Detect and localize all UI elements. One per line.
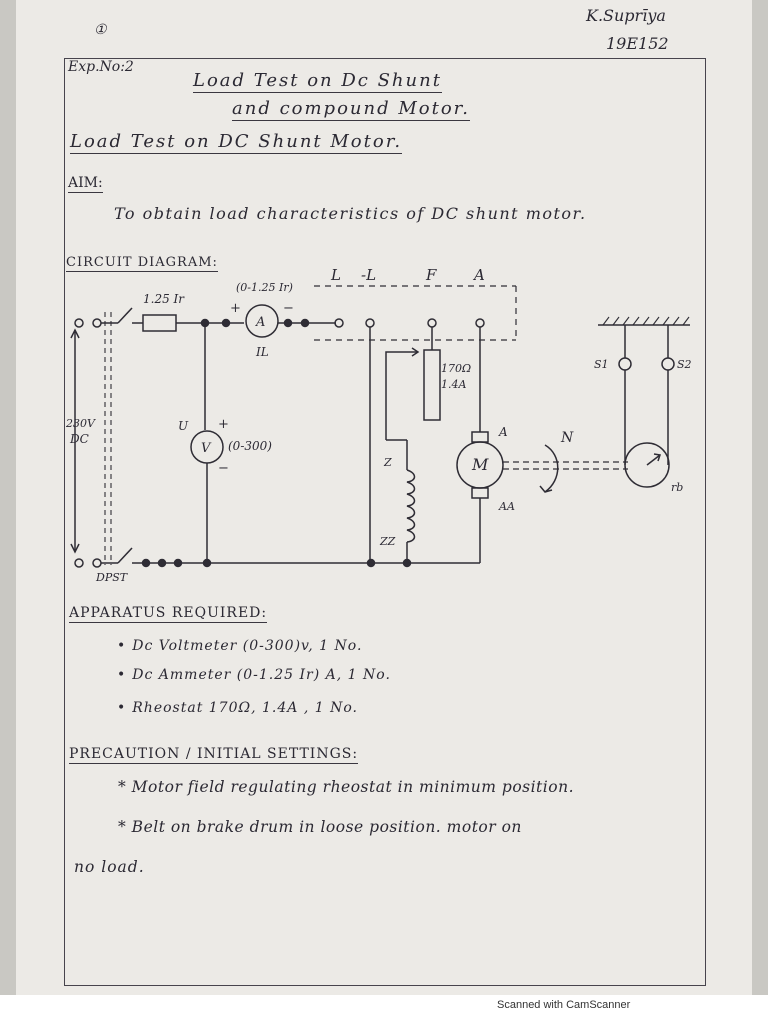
field-winding-icon	[407, 470, 415, 542]
page-number: ①	[94, 22, 107, 38]
spring-s2-label: S2	[677, 358, 692, 371]
ammeter-minus: −	[283, 301, 294, 316]
speed-label: N	[561, 430, 574, 446]
precaution-item: * Motor field regulating rheostat in minimum position.	[118, 778, 574, 796]
fuse-icon	[143, 315, 176, 331]
spring-s1-label: S1	[594, 358, 609, 371]
spring-balance-s1	[619, 358, 631, 370]
title-line-1: Load Test on Dc Shunt	[193, 70, 442, 91]
voltmeter-minus: −	[218, 461, 229, 476]
voltmeter-symbol: V	[201, 441, 211, 456]
precaution-heading: PRECAUTION / INITIAL SETTINGS:	[69, 746, 359, 762]
voltmeter-u: U	[178, 419, 189, 433]
apparatus-item: • Rheostat 170Ω, 1.4A , 1 No.	[117, 700, 358, 716]
dpst-top-blade	[118, 308, 132, 323]
title-line-2: and compound Motor.	[232, 98, 471, 119]
dpst-switch-link	[105, 312, 111, 565]
terminal-minus-l	[366, 319, 374, 327]
dpst-label: DPST	[96, 571, 128, 584]
terminal-a	[476, 319, 484, 327]
field-z-label: Z	[384, 456, 392, 469]
terminal-dash-box	[314, 286, 516, 340]
motor-symbol: M	[472, 455, 489, 474]
spring-balance-s2	[662, 358, 674, 370]
apparatus-item: • Dc Ammeter (0-1.25 Ir) A, 1 No.	[117, 667, 391, 683]
rheostat-current: 1.4A	[441, 378, 467, 391]
label-terminal-l: L	[331, 266, 341, 284]
label-terminal-a: A	[474, 266, 485, 284]
label-terminal-minus-l: -L	[361, 266, 377, 284]
rheostat-icon	[424, 350, 440, 420]
junction-dot	[223, 320, 230, 327]
precaution-continuation: no load.	[74, 858, 145, 876]
rheostat-resistance: 170Ω	[441, 362, 472, 375]
section-subtitle: Load Test on DC Shunt Motor.	[70, 131, 403, 152]
precaution-item: * Belt on brake drum in loose position. motor on	[118, 818, 522, 836]
supply-type: DC	[70, 432, 89, 446]
field-zz-label: ZZ	[380, 535, 396, 548]
rheostat-wiper	[386, 352, 418, 440]
armature-aa-label: AA	[499, 500, 515, 513]
voltmeter-range: (0-300)	[228, 439, 272, 453]
label-terminal-f: F	[426, 266, 437, 284]
scan-watermark: Scanned with CamScanner	[497, 999, 631, 1011]
armature-a-label: A	[499, 425, 508, 439]
apparatus-heading: APPARATUS REQUIRED:	[69, 605, 268, 621]
ammeter-plus: +	[230, 301, 241, 316]
experiment-number: Exp.No:2	[68, 59, 134, 75]
voltmeter-plus: +	[218, 417, 229, 432]
roll-number: 19E152	[606, 34, 669, 53]
aim-heading: AIM:	[68, 175, 103, 191]
apparatus-item: • Dc Voltmeter (0-300)v, 1 No.	[117, 638, 362, 654]
load-current-label: IL	[256, 345, 269, 359]
supply-voltage: 230V	[66, 417, 95, 430]
ammeter-symbol: A	[256, 315, 266, 330]
author-name: K.Suprīya	[586, 6, 666, 25]
drum-radius-label: rb	[671, 481, 684, 494]
fuse-rating: 1.25 Ir	[143, 292, 185, 306]
circuit-heading: CIRCUIT DIAGRAM:	[66, 255, 218, 270]
ammeter-range: (0-1.25 Ir)	[236, 281, 293, 294]
dpst-bottom-blade	[118, 548, 132, 563]
terminal-f	[428, 319, 436, 327]
aim-text: To obtain load characteristics of DC shunt motor.	[114, 204, 587, 223]
terminal-l	[335, 319, 343, 327]
shaft-coupling	[503, 462, 628, 469]
